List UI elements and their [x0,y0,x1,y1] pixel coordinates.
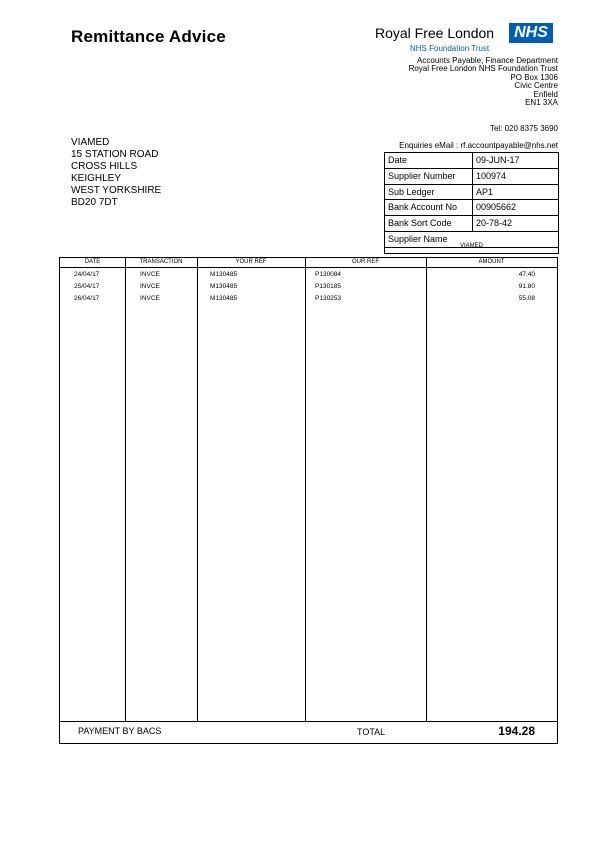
column-header-transaction: TRANSACTION [139,259,183,265]
supplier-address-line: CROSS HILLS [71,161,138,172]
cell-date: 24/04/17 [74,271,100,278]
cell-your-ref: M130485 [210,295,238,302]
info-value: 09-JUN-17 [476,155,520,165]
info-label: Bank Account No [385,200,473,215]
info-value: 20-78-42 [476,218,513,229]
column-header-date: DATE [84,259,101,265]
supplier-address-line: WEST YORKSHIRE [71,185,162,196]
cell-amount: 55.08 [518,295,535,302]
info-row-supplier-number [385,169,558,185]
info-row-sub-ledger [385,185,558,201]
info-label: Date [385,153,473,168]
info-row-sort-code [385,216,558,232]
cell-amount: 47.40 [518,271,535,278]
supplier-address-line: KEIGHLEY [71,173,122,184]
total-label: TOTAL [357,727,386,737]
info-label: Supplier Number [385,169,473,184]
org-name: Royal Free London [375,25,495,41]
header-divider [60,267,557,268]
column-header-amount: AMOUNT [478,259,505,265]
info-row-bank-account [385,200,558,216]
column-divider [125,258,126,721]
info-label: Supplier Name [388,233,448,244]
address-line: EN1 3XA [525,98,558,107]
cell-our-ref: P130185 [315,283,342,290]
column-divider [305,258,306,721]
address-line: Royal Free London NHS Foundation Trust [408,64,558,74]
info-label: Bank Sort Code [385,216,473,231]
info-box [384,152,559,248]
info-value: 100974 [476,170,507,181]
cell-transaction: INVCE [140,283,160,290]
cell-date: 26/04/17 [74,295,100,302]
info-row-date [385,153,558,169]
column-divider [197,258,198,721]
supplier-address-line: VIAMED [71,137,110,148]
nhs-logo: NHS [509,23,553,43]
cell-your-ref: M130485 [210,283,238,290]
total-value: 194.28 [498,724,535,738]
column-header-your-ref: YOUR REF [235,259,267,265]
cell-your-ref: M130485 [210,271,238,278]
column-divider [426,258,427,721]
supplier-address-line: BD20 7DT [71,197,118,208]
info-value: 00905662 [476,202,517,213]
cell-transaction: INVCE [140,271,160,278]
cell-our-ref: P130084 [315,271,342,278]
cell-transaction: INVCE [140,295,160,302]
address-line: Civic Centre [514,81,558,91]
cell-date: 25/04/17 [74,283,100,290]
info-label: Sub Ledger [385,185,473,200]
trust-line: NHS Foundation Trust [410,44,490,53]
column-header-our-ref: OUR REF [352,259,379,265]
document-title: Remittance Advice [71,27,226,46]
cell-amount: 91.80 [518,283,535,290]
telephone: Tel: 020 8375 3690 [489,124,558,133]
cell-our-ref: P130253 [315,295,342,302]
address-line: PO Box 1306 [510,72,558,82]
address-line: Enfield [533,89,558,99]
enquiries-email: Enquiries eMail : rf.accountpayable@nhs.net [399,141,558,150]
info-value: AP1 [476,186,494,197]
payment-method: PAYMENT BY BACS [78,726,162,736]
transactions-table [59,257,558,722]
supplier-address-line: 15 STATION ROAD [71,149,159,160]
address-line: Accounts Payable, Finance Department [417,56,558,65]
supplier-name-value: VIAMED [384,240,559,254]
